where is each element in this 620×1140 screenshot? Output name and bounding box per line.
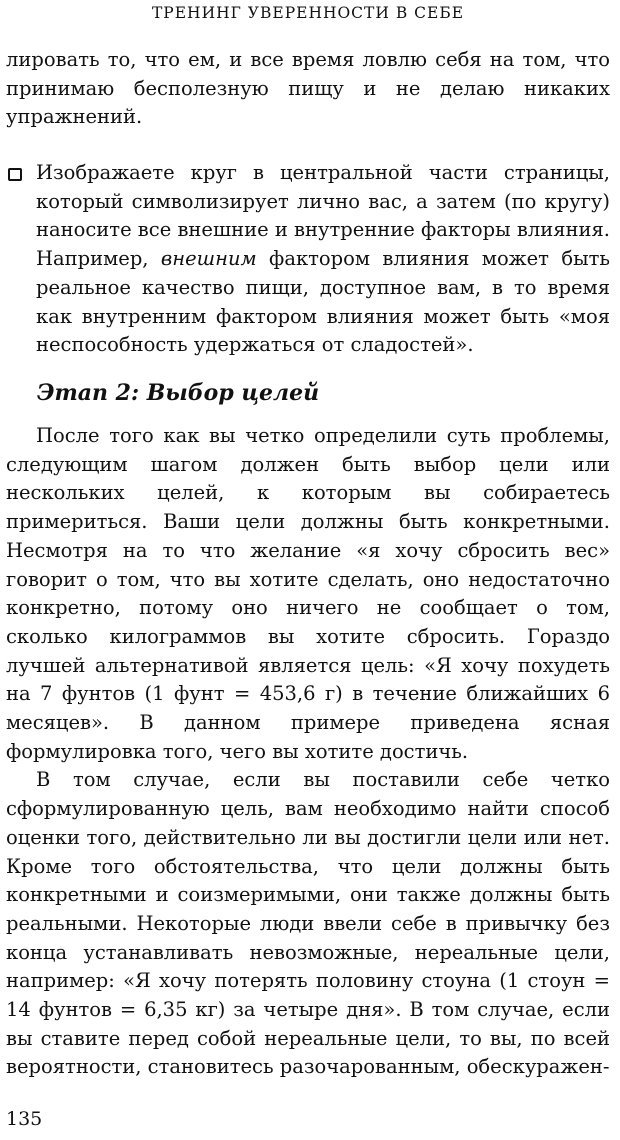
page-number: 135 — [6, 1108, 43, 1130]
paragraph: В том случае, если вы поставили себе четко сформулированную цель, вам необходимо найти способ оценки того, действительно ли вы достигли цели или нет. Кроме того обстоятельства, что цели должны быть конкретными и соизмеримыми, они также должны быть реальными. Некоторые люди ввели себе в привычку без конца устанавливать невозможные, нереальные цели, например: «Я хочу потерять половину стоуна (1 стоун = 14 фунтов = 6,35 кг) за четыре дня». В том случае, если вы ставите перед собой нереальные цели, то вы, по всей вероятности, становитесь разочарованным, обескуражен- — [6, 768, 610, 1079]
bullet-text-part2: фактором влияния может быть реальное качество пищи, доступное вам, в то время как внутренним фактором влияния может быть «моя неспособность удержаться от сладостей». — [36, 247, 610, 357]
bullet-text-part1: Изображаете круг в центральной части страницы, который символизирует лично вас, а затем (по кругу) наносите все внешние и внутренние факторы влияния. Например, — [36, 161, 610, 271]
bullet-item-text — [36, 159, 610, 360]
paragraph: После того как вы четко определили суть проблемы, следующим шагом должен быть выбор цели или нескольких целей, к которым вы собираетесь примериться. Ваши цели должны быть конкретными. Несмотря на то что желание «я хочу сбросить вес» говорит о том, что вы хотите сделать, оно недостаточно конкретно, потому оно ничего не сообщает о том, сколько килограммов вы хотите сбросить. Гораздо лучшей альтернативой является цель: «Я хочу похудеть на 7 фунтов (1 фунт = 453,6 г) в течение ближайших 6 месяцев». В данном примере приведена ясная формулировка того, чего вы хотите достичь. — [6, 424, 610, 763]
book-page — [6, 0, 610, 1140]
body-text — [6, 422, 610, 1082]
continued-paragraph — [6, 46, 610, 132]
section-heading: Этап 2: Выбор целей — [37, 380, 320, 406]
continued-paragraph-text: лировать то, что ем, и все время ловлю себя на том, что принимаю бесполезную пищу и не делаю никаких упражнений. — [6, 48, 610, 129]
checkbox-icon — [8, 168, 22, 181]
bullet-text-emphasis: внешним — [160, 247, 257, 271]
running-header: ТРЕНИНГ УВЕРЕННОСТИ В СЕБЕ — [151, 4, 465, 22]
